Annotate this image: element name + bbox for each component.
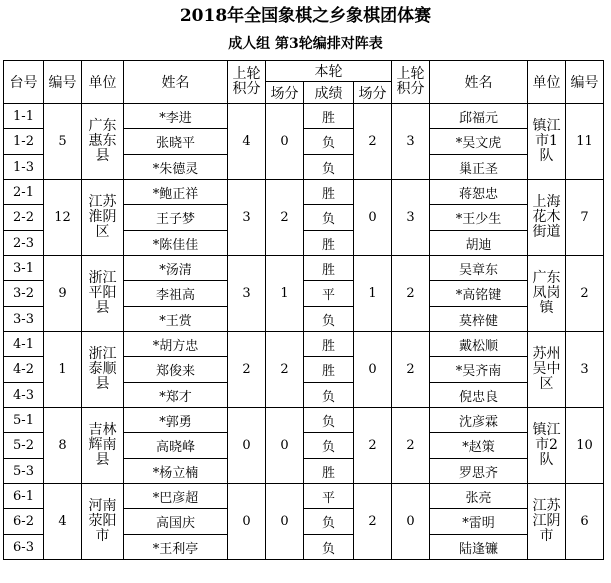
pairing-table <box>3 60 604 560</box>
right-player-cell: *赵策 <box>430 433 528 459</box>
pairing-table-body <box>4 104 604 560</box>
left-player-cell: *胡方忠 <box>124 332 228 357</box>
left-prev-points-cell: 3 <box>228 180 266 256</box>
right-prev-points-cell: 0 <box>392 484 430 560</box>
right-unit-cell <box>528 408 566 484</box>
board-cell: 5-2 <box>4 433 44 459</box>
board-cell: 3-2 <box>4 281 44 307</box>
board-cell: 4-1 <box>4 332 44 357</box>
result-cell: 胜 <box>304 459 354 484</box>
result-cell: 平 <box>304 484 354 509</box>
left-match-points-cell: 2 <box>266 180 304 256</box>
left-unit-cell <box>82 256 124 332</box>
header-prev-points <box>228 61 266 104</box>
header-this-round: 本轮 <box>266 61 392 82</box>
right-match-points-cell: 2 <box>354 484 392 560</box>
result-cell: 负 <box>304 155 354 180</box>
right-player-cell: 沈彦霖 <box>430 408 528 433</box>
right-match-points-cell: 0 <box>354 180 392 256</box>
right-unit-cell-text: 苏州吴中区 <box>532 346 561 392</box>
left-prev-points-cell: 0 <box>228 408 266 484</box>
right-number-cell: 10 <box>566 408 604 484</box>
left-unit-cell <box>82 180 124 256</box>
right-unit-cell-text: 镇江市2队 <box>532 422 561 468</box>
result-cell: 负 <box>304 383 354 408</box>
right-match-points-cell: 2 <box>354 408 392 484</box>
right-player-cell: 胡迪 <box>430 231 528 256</box>
left-unit-cell <box>82 484 124 560</box>
result-cell: 负 <box>304 129 354 155</box>
left-match-points-cell: 0 <box>266 104 304 180</box>
right-player-cell: 邱福元 <box>430 104 528 129</box>
right-player-cell: 陆逢镰 <box>430 535 528 560</box>
header-prev-points-text: 上轮积分 <box>232 66 261 97</box>
left-player-cell: *朱德灵 <box>124 155 228 180</box>
header-right-prev-points <box>392 61 430 104</box>
header-right-prev-points-text: 上轮积分 <box>396 66 425 97</box>
right-player-cell: 张亮 <box>430 484 528 509</box>
right-player-cell: 罗思齐 <box>430 459 528 484</box>
header-right-unit: 单位 <box>528 61 566 104</box>
left-player-cell: *陈佳佳 <box>124 231 228 256</box>
result-cell: 负 <box>304 509 354 535</box>
header-right-name: 姓名 <box>430 61 528 104</box>
left-player-cell: 李祖高 <box>124 281 228 307</box>
left-number-cell: 9 <box>44 256 82 332</box>
header-unit: 单位 <box>82 61 124 104</box>
table-row <box>4 332 604 357</box>
left-player-cell: 王子梦 <box>124 205 228 231</box>
left-player-cell: 张晓平 <box>124 129 228 155</box>
right-player-cell: *王少生 <box>430 205 528 231</box>
right-unit-cell <box>528 332 566 408</box>
board-cell: 1-2 <box>4 129 44 155</box>
right-player-cell: *吴文虎 <box>430 129 528 155</box>
left-prev-points-cell: 0 <box>228 484 266 560</box>
left-player-cell: *鲍正祥 <box>124 180 228 205</box>
right-player-cell: 巢正圣 <box>430 155 528 180</box>
right-number-cell: 2 <box>566 256 604 332</box>
right-number-cell: 6 <box>566 484 604 560</box>
board-cell: 6-1 <box>4 484 44 509</box>
right-player-cell: *高铭键 <box>430 281 528 307</box>
right-unit-cell-text: 镇江市1队 <box>532 118 561 164</box>
left-match-points-cell: 0 <box>266 408 304 484</box>
header-name: 姓名 <box>124 61 228 104</box>
result-cell: 胜 <box>304 357 354 383</box>
right-prev-points-cell: 3 <box>392 180 430 256</box>
left-unit-cell-text: 吉林辉南县 <box>88 422 117 468</box>
result-cell: 负 <box>304 205 354 231</box>
right-unit-cell <box>528 484 566 560</box>
result-cell: 平 <box>304 281 354 307</box>
left-player-cell: *郑才 <box>124 383 228 408</box>
left-player-cell: *王利亭 <box>124 535 228 560</box>
right-player-cell: *吴齐南 <box>430 357 528 383</box>
board-cell: 6-3 <box>4 535 44 560</box>
right-player-cell: 莫梓健 <box>430 307 528 332</box>
table-row <box>4 484 604 509</box>
board-cell: 5-3 <box>4 459 44 484</box>
right-unit-cell <box>528 104 566 180</box>
board-cell: 4-2 <box>4 357 44 383</box>
left-player-cell: *王赏 <box>124 307 228 332</box>
board-cell: 3-3 <box>4 307 44 332</box>
board-cell: 5-1 <box>4 408 44 433</box>
right-match-points-cell: 0 <box>354 332 392 408</box>
page-subtitle: 成人组 第3轮编排对阵表 <box>228 36 383 52</box>
left-player-cell: *杨立楠 <box>124 459 228 484</box>
left-unit-cell-text: 广东惠东县 <box>88 118 117 164</box>
left-prev-points-cell: 2 <box>228 332 266 408</box>
board-cell: 1-3 <box>4 155 44 180</box>
right-prev-points-cell: 2 <box>392 332 430 408</box>
header-match-points: 场分 <box>266 82 304 104</box>
right-unit-cell-text: 广东凤岗镇 <box>532 270 561 316</box>
left-unit-cell-text: 浙江泰顺县 <box>88 346 117 392</box>
result-cell: 负 <box>304 307 354 332</box>
left-player-cell: *李进 <box>124 104 228 129</box>
left-match-points-cell: 2 <box>266 332 304 408</box>
board-cell: 2-1 <box>4 180 44 205</box>
right-number-cell: 11 <box>566 104 604 180</box>
left-player-cell: *汤清 <box>124 256 228 281</box>
right-player-cell: 吴章东 <box>430 256 528 281</box>
result-cell: 胜 <box>304 231 354 256</box>
result-cell: 负 <box>304 408 354 433</box>
right-unit-cell <box>528 180 566 256</box>
left-prev-points-cell: 3 <box>228 256 266 332</box>
table-row <box>4 408 604 433</box>
left-unit-cell-text: 河南荥阳市 <box>88 498 117 544</box>
header-board: 台号 <box>4 61 44 104</box>
result-cell: 胜 <box>304 256 354 281</box>
table-row <box>4 256 604 281</box>
right-unit-cell-text: 上海花木街道 <box>532 194 561 240</box>
header-right-number: 编号 <box>566 61 604 104</box>
header-result: 成绩 <box>304 82 354 104</box>
header-number: 编号 <box>44 61 82 104</box>
left-number-cell: 4 <box>44 484 82 560</box>
right-prev-points-cell: 3 <box>392 104 430 180</box>
header-right-match-points: 场分 <box>354 82 392 104</box>
left-number-cell: 8 <box>44 408 82 484</box>
right-number-cell: 3 <box>566 332 604 408</box>
table-row <box>4 104 604 129</box>
left-player-cell: 郑俊来 <box>124 357 228 383</box>
left-number-cell: 12 <box>44 180 82 256</box>
left-player-cell: *巴彦超 <box>124 484 228 509</box>
result-cell: 胜 <box>304 180 354 205</box>
page-title: 2018年全国象棋之乡象棋团体赛 <box>179 6 432 26</box>
board-cell: 1-1 <box>4 104 44 129</box>
board-cell: 2-2 <box>4 205 44 231</box>
right-match-points-cell: 2 <box>354 104 392 180</box>
left-player-cell: 高国庆 <box>124 509 228 535</box>
right-prev-points-cell: 2 <box>392 256 430 332</box>
right-match-points-cell: 1 <box>354 256 392 332</box>
left-unit-cell <box>82 104 124 180</box>
left-match-points-cell: 1 <box>266 256 304 332</box>
result-cell: 胜 <box>304 104 354 129</box>
right-number-cell: 7 <box>566 180 604 256</box>
left-number-cell: 1 <box>44 332 82 408</box>
left-number-cell: 5 <box>44 104 82 180</box>
board-cell: 4-3 <box>4 383 44 408</box>
left-unit-cell <box>82 332 124 408</box>
result-cell: 负 <box>304 535 354 560</box>
board-cell: 3-1 <box>4 256 44 281</box>
result-cell: 负 <box>304 433 354 459</box>
left-match-points-cell: 0 <box>266 484 304 560</box>
result-cell: 胜 <box>304 332 354 357</box>
left-unit-cell-text: 江苏淮阴区 <box>88 194 117 240</box>
left-unit-cell <box>82 408 124 484</box>
right-player-cell: 蒋恕忠 <box>430 180 528 205</box>
right-unit-cell-text: 江苏江阴市 <box>532 498 561 544</box>
board-cell: 2-3 <box>4 231 44 256</box>
left-unit-cell-text: 浙江平阳县 <box>88 270 117 316</box>
left-prev-points-cell: 4 <box>228 104 266 180</box>
left-player-cell: 高晓峰 <box>124 433 228 459</box>
right-player-cell: *雷明 <box>430 509 528 535</box>
table-row <box>4 180 604 205</box>
right-player-cell: 倪忠良 <box>430 383 528 408</box>
right-player-cell: 戴松顺 <box>430 332 528 357</box>
right-unit-cell <box>528 256 566 332</box>
right-prev-points-cell: 2 <box>392 408 430 484</box>
left-player-cell: *郭勇 <box>124 408 228 433</box>
board-cell: 6-2 <box>4 509 44 535</box>
